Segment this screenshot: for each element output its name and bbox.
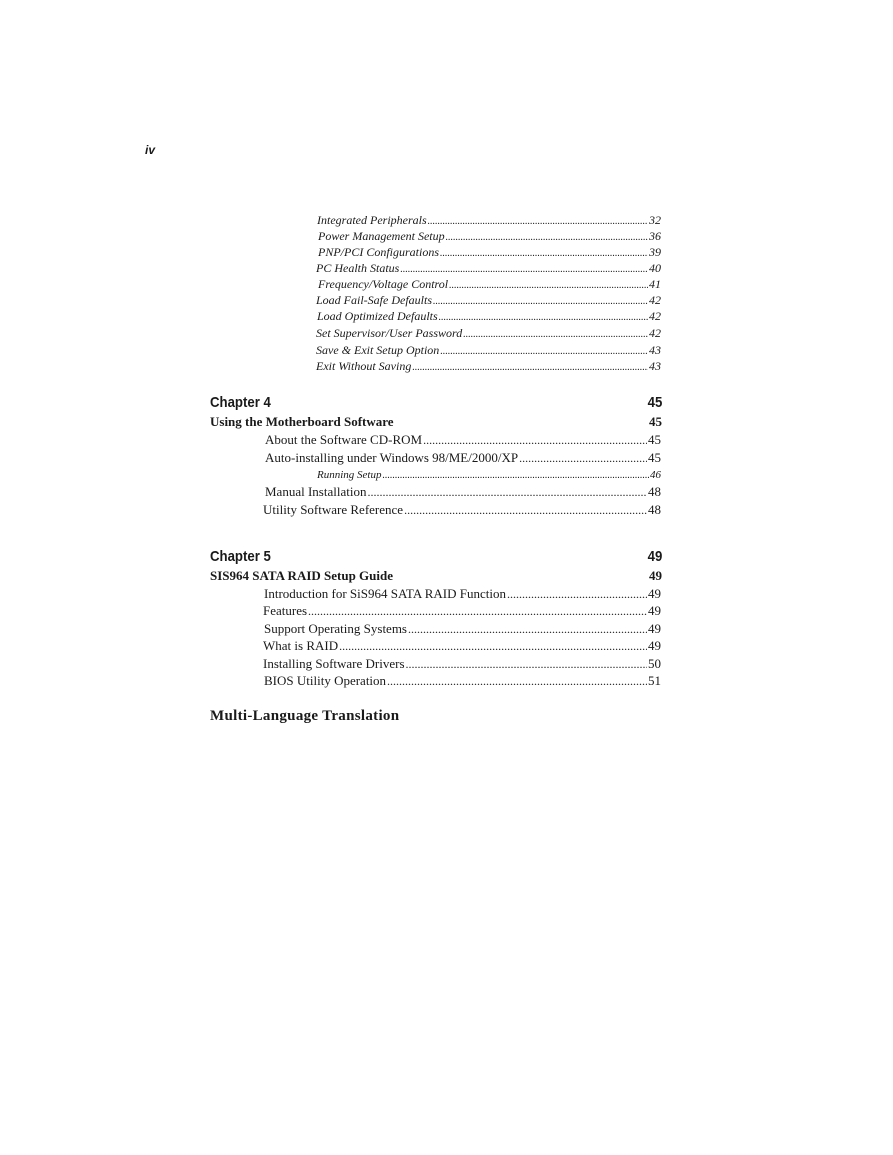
toc-entry-label: Save & Exit Setup Option — [316, 343, 440, 357]
section-page: 45 — [649, 414, 662, 429]
toc-entry-support-os[interactable] — [264, 621, 661, 637]
leader-dots — [463, 329, 648, 340]
section-page: 49 — [649, 568, 662, 583]
toc-entry-page: 48 — [648, 502, 661, 517]
toc-entry-label: Power Management Setup — [318, 229, 445, 243]
toc-entry-page: 51 — [648, 673, 661, 688]
toc-entry-introduction-raid[interactable] — [264, 586, 661, 602]
toc-entry-label: Installing Software Drivers — [263, 656, 405, 671]
chapter-5-section-heading[interactable] — [210, 568, 662, 584]
toc-entry-label: Features — [263, 603, 308, 618]
chapter-page: 49 — [647, 548, 663, 565]
leader-dots — [428, 216, 648, 227]
leader-dots — [339, 639, 647, 654]
toc-entry-auto-installing[interactable] — [265, 450, 661, 466]
toc-entry-page: 49 — [648, 638, 661, 653]
toc-entry-label: Utility Software Reference — [263, 502, 404, 517]
leader-dots — [400, 264, 648, 275]
toc-entry-page: 48 — [648, 484, 661, 499]
section-title: Using the Motherboard Software — [210, 414, 394, 429]
leader-dots — [382, 470, 649, 481]
toc-entry-page: 43 — [649, 343, 661, 357]
toc-entry-label: PNP/PCI Configurations — [318, 245, 440, 259]
toc-entry-pc-health[interactable] — [316, 261, 661, 276]
toc-entry-label: Exit Without Saving — [316, 359, 412, 373]
leader-dots — [308, 604, 647, 619]
toc-entry-page: 42 — [649, 293, 661, 307]
leader-dots — [440, 248, 648, 259]
leader-dots — [412, 362, 648, 373]
leader-dots — [519, 451, 647, 466]
toc-entry-page: 49 — [648, 586, 661, 601]
leader-dots — [404, 503, 647, 518]
toc-entry-pnp-pci[interactable] — [318, 245, 661, 260]
toc-entry-label: Integrated Peripherals — [317, 213, 427, 227]
toc-entry-installing-drivers[interactable] — [263, 656, 661, 672]
toc-entry-label: Support Operating Systems — [264, 621, 407, 636]
toc-entry-page: 45 — [648, 450, 661, 465]
toc-entry-label: PC Health Status — [316, 261, 400, 275]
toc-entry-label: Set Supervisor/User Password — [316, 326, 463, 340]
toc-entry-page: 46 — [650, 469, 661, 481]
toc-entry-features[interactable] — [263, 603, 661, 619]
leader-dots — [446, 232, 648, 243]
toc-entry-label: Load Fail-Safe Defaults — [316, 293, 432, 307]
chapter-4-section-heading[interactable] — [210, 414, 662, 430]
leader-dots — [408, 622, 647, 637]
toc-entry-what-is-raid[interactable] — [263, 638, 661, 654]
toc-entry-page: 49 — [648, 603, 661, 618]
chapter-5-heading[interactable] — [210, 548, 662, 565]
toc-entry-exit-without-saving[interactable] — [316, 359, 661, 374]
toc-entry-page: 42 — [649, 309, 661, 323]
toc-entry-page: 49 — [648, 621, 661, 636]
toc-entry-page: 39 — [649, 245, 661, 259]
toc-entry-page: 43 — [649, 359, 661, 373]
multi-language-heading[interactable]: Multi-Language Translation — [210, 708, 400, 724]
toc-entry-page: 45 — [648, 432, 661, 447]
leader-dots — [367, 485, 647, 500]
chapter-title: Chapter 5 — [210, 548, 271, 565]
toc-entry-page: 41 — [649, 277, 661, 291]
toc-entry-label: Load Optimized Defaults — [317, 309, 438, 323]
toc-entry-label: About the Software CD-ROM — [265, 432, 423, 447]
toc-entry-page: 42 — [649, 326, 661, 340]
toc-entry-frequency-voltage[interactable] — [318, 277, 661, 292]
section-title: SIS964 SATA RAID Setup Guide — [210, 568, 394, 583]
toc-entry-label: Introduction for SiS964 SATA RAID Function — [264, 586, 506, 601]
toc-entry-running-setup[interactable] — [317, 469, 661, 481]
toc-entry-bios-utility[interactable] — [264, 673, 661, 689]
toc-entry-supervisor-password[interactable] — [316, 326, 661, 341]
leader-dots — [440, 346, 648, 357]
leader-dots — [433, 296, 648, 307]
chapter-title: Chapter 4 — [210, 394, 271, 411]
toc-entry-manual-installation[interactable] — [265, 484, 661, 500]
chapter-4-heading[interactable] — [210, 394, 662, 411]
toc-entry-load-optimized[interactable] — [317, 309, 661, 324]
toc-entry-about-cd[interactable] — [265, 432, 661, 448]
toc-entry-label: Running Setup — [317, 469, 382, 481]
toc-entry-page: 50 — [648, 656, 661, 671]
toc-entry-label: Frequency/Voltage Control — [318, 277, 449, 291]
toc-entry-page: 32 — [649, 213, 661, 227]
toc-entry-label: Manual Installation — [265, 484, 367, 499]
toc-entry-page: 40 — [649, 261, 661, 275]
toc-entry-page: 36 — [649, 229, 661, 243]
toc-entry-label: BIOS Utility Operation — [264, 673, 387, 688]
leader-dots — [423, 433, 647, 448]
toc-entry-label: What is RAID — [263, 638, 339, 653]
leader-dots — [406, 657, 647, 672]
leader-dots — [449, 280, 648, 291]
toc-entry-save-exit[interactable] — [316, 343, 661, 358]
leader-dots — [439, 312, 648, 323]
toc-entry-power-management[interactable] — [318, 229, 661, 244]
chapter-page: 45 — [647, 394, 663, 411]
toc-entry-integrated-peripherals[interactable] — [317, 213, 661, 228]
toc-entry-load-fail-safe[interactable] — [316, 293, 661, 308]
leader-dots — [507, 587, 647, 602]
leader-dots — [387, 674, 647, 689]
page-number: iv — [145, 143, 156, 157]
toc-entry-label: Auto-installing under Windows 98/ME/2000/XP — [265, 450, 519, 465]
toc-entry-utility-reference[interactable] — [263, 502, 661, 518]
